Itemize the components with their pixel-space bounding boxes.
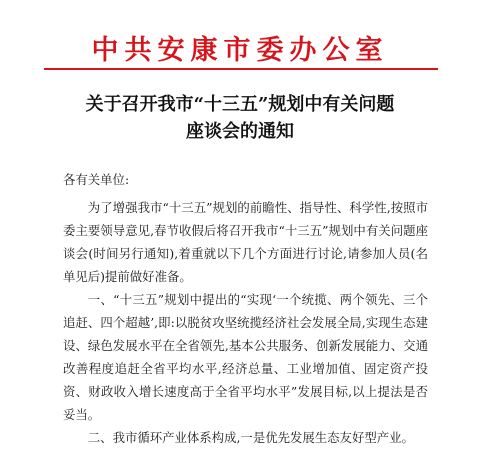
red-divider-line [44,68,438,70]
salutation: 各有关单位: [63,172,130,187]
document-body [63,168,428,449]
issuer-header: 中共安康市委办公室 [91,35,389,66]
body-paragraph-2: 一、“十三五”规划中提出的“实现‘一个统揽、两个领先、三个追赶、四个超越’,即:以脱贫攻坚统揽经济社会发展全局,实现生态建设、绿色发展水平在全省领先,基本公共服务、创新发展能力、交通改善程度追赶全省平均水平,经济总量、工业增加值、固定资产投资、财政收入增长速度高于全省平均水平”发展目标,以上提法是否妥当。 [63,292,428,422]
body-paragraph-3: 二、我市循环产业体系构成,一是优先发展生态友好型产业。 [87,430,414,445]
document-title-line-2: 座谈会的通知 [186,121,294,142]
body-paragraph-1: 为了增强我市“十三五”规划的前瞻性、指导性、科学性,按照市委主要领导意见,春节收假后将召开我市“十三五”规划中有关问题座谈会(时间另行通知),着重就以下几个方面进行讨论,请参加人员(名单见后)提前做好准备。 [63,200,428,284]
document-title-line-1: 关于召开我市“十三五”规划中有关问题 [85,94,395,115]
